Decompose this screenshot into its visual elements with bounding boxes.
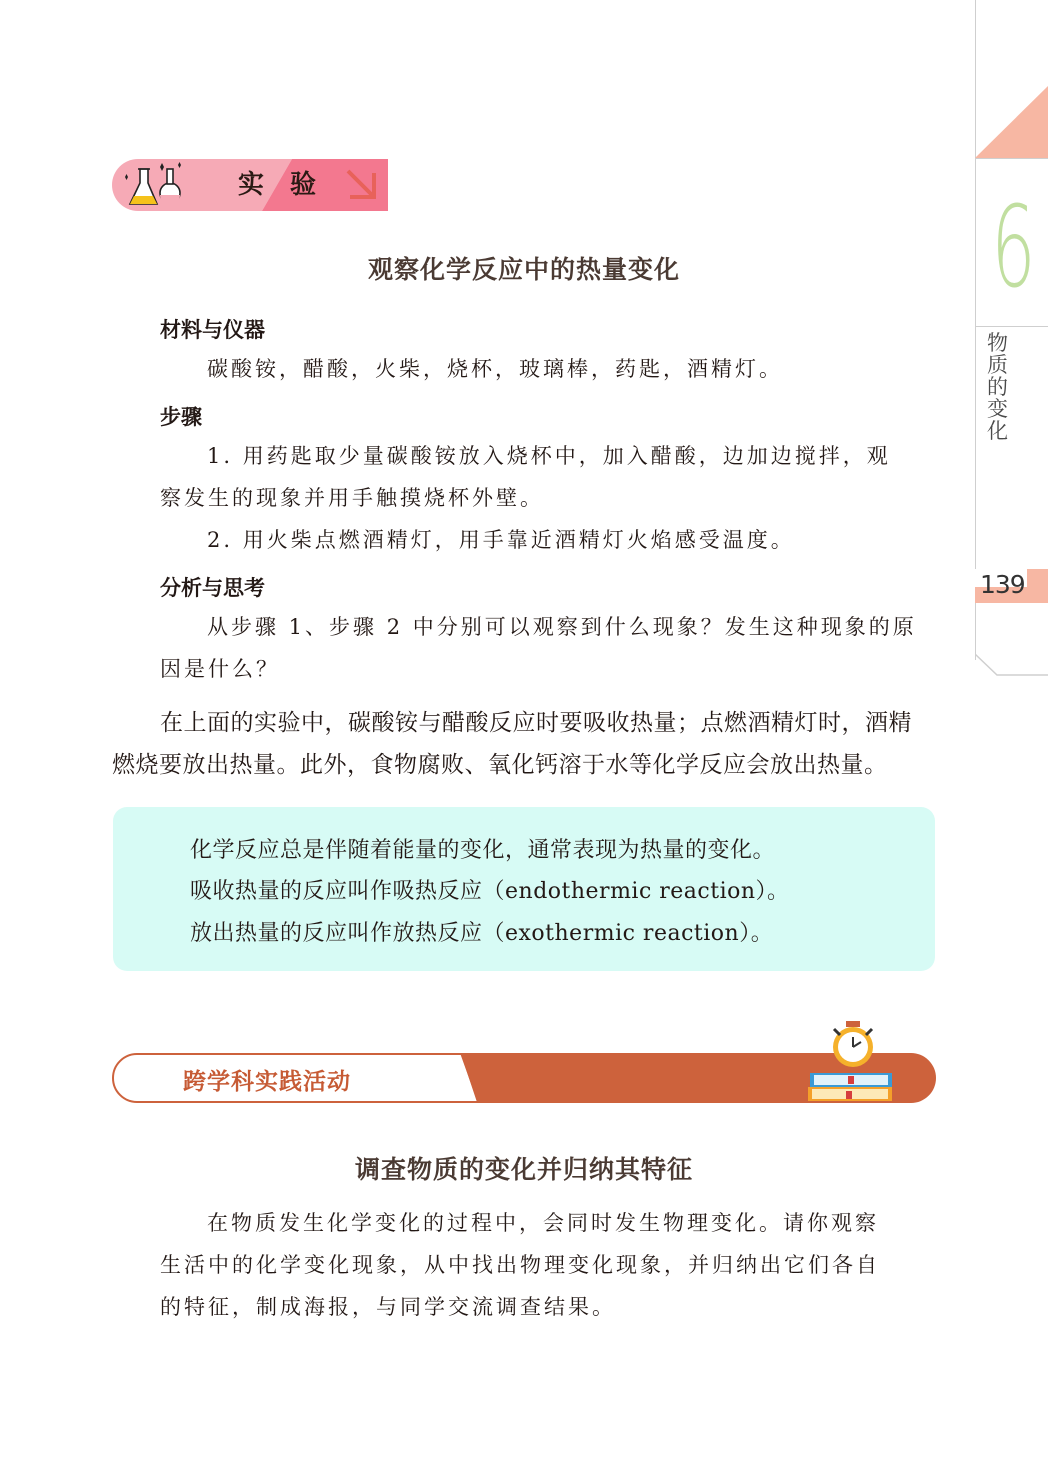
analysis-line-2: 因是什么？ [160, 657, 280, 681]
margin-triangle-decoration [975, 86, 1048, 158]
summary-line-2: 吸收热量的反应叫作吸热反应（endothermic reaction）。 [190, 879, 790, 904]
experiment-label: 实验 [238, 170, 343, 200]
margin-rule [975, 326, 1048, 327]
clock-and-books-icon [800, 1015, 900, 1110]
analysis-heading: 分析与思考 [160, 576, 265, 600]
summary-line-3: 放出热量的反应叫作放热反应（exothermic reaction）。 [190, 921, 774, 946]
page-number: 139 [980, 570, 1025, 599]
activity-line-3: 的特征，制成海报，与同学交流调查结果。 [160, 1295, 616, 1319]
steps-heading: 步骤 [160, 405, 202, 429]
activity-line-2: 生活中的化学变化现象，从中找出物理变化现象，并归纳出它们各自 [160, 1253, 880, 1277]
chapter-title: 物质的变化 [987, 331, 1008, 443]
margin-rule [975, 158, 1048, 159]
chapter-number: 6 [991, 183, 1036, 313]
paragraph-line-2: 燃烧要放出热量。此外，食物腐败、氧化钙溶于水等化学反应会放出热量。 [112, 752, 888, 778]
margin-bottom-corner [975, 604, 1048, 676]
activity-line-1: 在物质发生化学变化的过程中，会同时发生物理变化。请你观察 [207, 1211, 879, 1235]
paragraph-line-1: 在上面的实验中，碳酸铵与醋酸反应时要吸收热量；点燃酒精灯时，酒精 [160, 710, 912, 736]
materials-text: 碳酸铵，醋酸，火柴，烧杯，玻璃棒，药匙，酒精灯。 [207, 357, 783, 381]
materials-heading: 材料与仪器 [160, 318, 265, 342]
step-1-line-1: 1. 用药匙取少量碳酸铵放入烧杯中，加入醋酸，边加边搅拌，观 [207, 444, 891, 468]
activity-label: 跨学科实践活动 [183, 1069, 351, 1095]
step-1-line-2: 察发生的现象并用手触摸烧杯外壁。 [160, 486, 544, 510]
activity-title: 调查物质的变化并归纳其特征 [354, 1155, 693, 1184]
experiment-title: 观察化学反应中的热量变化 [367, 255, 680, 284]
summary-line-1: 化学反应总是伴随着能量的变化，通常表现为热量的变化。 [190, 838, 776, 863]
step-2: 2. 用火柴点燃酒精灯，用手靠近酒精灯火焰感受温度。 [207, 528, 795, 552]
analysis-line-1: 从步骤 1、步骤 2 中分别可以观察到什么现象？发生这种现象的原 [207, 615, 917, 639]
